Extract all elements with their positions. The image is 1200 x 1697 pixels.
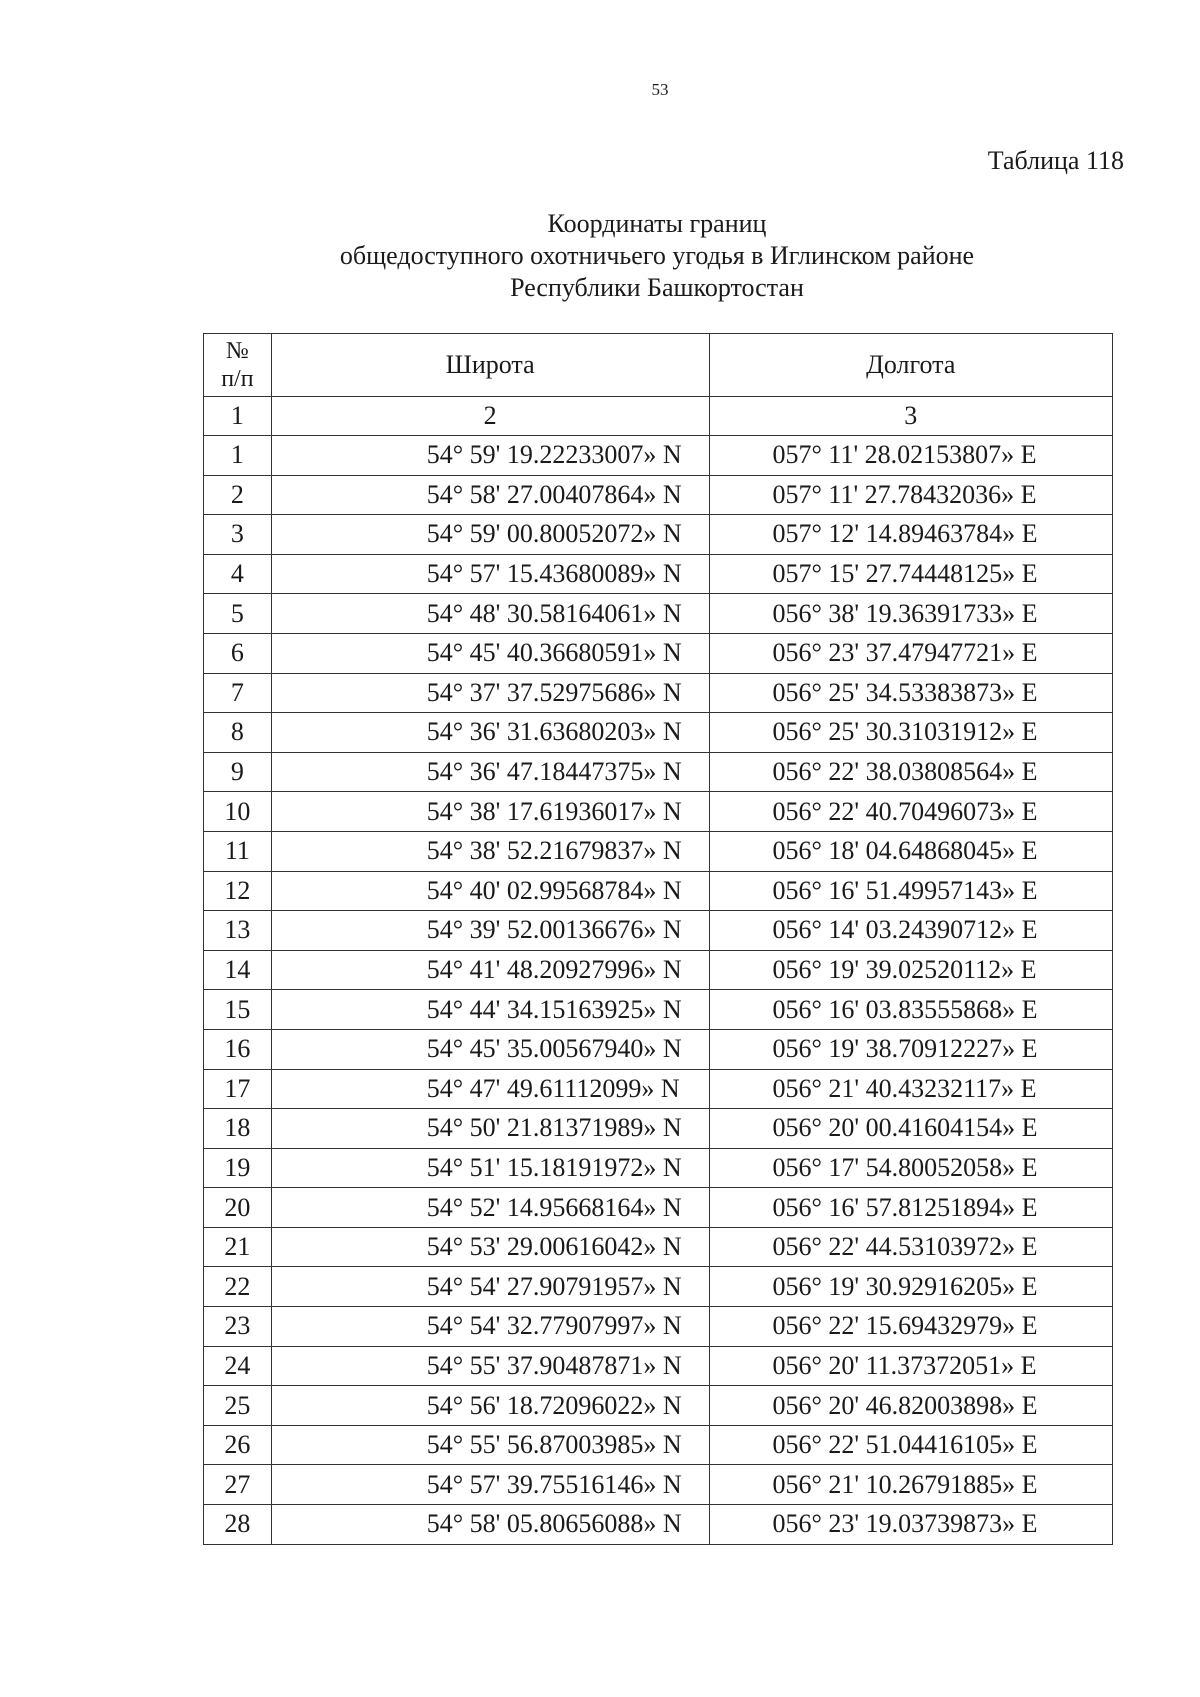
row-number: 23 [204, 1307, 272, 1347]
row-longitude: 056° 19' 39.02520112» E [709, 950, 1112, 990]
row-number: 15 [204, 990, 272, 1030]
table-row [204, 1109, 1113, 1149]
coordinates-table [203, 333, 1113, 1545]
header-number [204, 334, 272, 397]
title-line-2: общедоступного охотничьего угодья в Иглинском районе [339, 241, 975, 270]
row-latitude: 54° 38' 52.21679837» N [271, 831, 709, 871]
table-label: Таблица 118 [987, 146, 1124, 175]
row-number: 24 [204, 1346, 272, 1386]
row-longitude: 056° 20' 46.82003898» E [709, 1386, 1112, 1426]
table-row [204, 792, 1113, 832]
row-latitude: 54° 53' 29.00616042» N [271, 1227, 709, 1267]
row-number: 18 [204, 1109, 272, 1149]
row-number: 27 [204, 1465, 272, 1505]
header-longitude: Долгота [709, 334, 1112, 397]
table-row [204, 475, 1113, 515]
header-number-symbol: № [225, 338, 249, 364]
title-line-3: Республики Башкортостан [510, 273, 804, 302]
row-latitude: 54° 54' 32.77907997» N [271, 1307, 709, 1347]
row-latitude: 54° 40' 02.99568784» N [271, 871, 709, 911]
row-longitude: 057° 15' 27.74448125» E [709, 554, 1112, 594]
row-longitude: 056° 19' 30.92916205» E [709, 1267, 1112, 1307]
table-row [204, 436, 1113, 476]
row-number: 11 [204, 831, 272, 871]
row-longitude: 056° 23' 19.03739873» E [709, 1505, 1112, 1545]
row-latitude: 54° 38' 17.61936017» N [271, 792, 709, 832]
table-row [204, 1227, 1113, 1267]
row-latitude: 54° 57' 15.43680089» N [271, 554, 709, 594]
row-latitude: 54° 36' 47.18447375» N [271, 752, 709, 792]
row-latitude: 54° 54' 27.90791957» N [271, 1267, 709, 1307]
row-longitude: 057° 11' 28.02153807» E [709, 436, 1112, 476]
row-number: 16 [204, 1029, 272, 1069]
row-number: 2 [204, 475, 272, 515]
table-row [204, 990, 1113, 1030]
row-number: 21 [204, 1227, 272, 1267]
table-row [204, 1465, 1113, 1505]
row-longitude: 056° 21' 10.26791885» E [709, 1465, 1112, 1505]
table-body [204, 436, 1113, 1545]
column-number-3: 3 [709, 397, 1112, 436]
row-longitude: 057° 11' 27.78432036» E [709, 475, 1112, 515]
title-line-1: Координаты границ [547, 209, 767, 238]
row-longitude: 056° 16' 51.49957143» E [709, 871, 1112, 911]
row-number: 4 [204, 554, 272, 594]
document-title [203, 208, 1111, 304]
row-latitude: 54° 52' 14.95668164» N [271, 1188, 709, 1228]
row-number: 25 [204, 1386, 272, 1426]
table-row [204, 1188, 1113, 1228]
row-number: 22 [204, 1267, 272, 1307]
row-number: 3 [204, 515, 272, 555]
row-number: 6 [204, 633, 272, 673]
header-number-abbrev: п/п [221, 366, 254, 392]
row-latitude: 54° 44' 34.15163925» N [271, 990, 709, 1030]
row-longitude: 056° 16' 03.83555868» E [709, 990, 1112, 1030]
table-row [204, 1029, 1113, 1069]
row-number: 7 [204, 673, 272, 713]
row-longitude: 056° 20' 00.41604154» E [709, 1109, 1112, 1149]
row-number: 28 [204, 1505, 272, 1545]
row-longitude: 056° 19' 38.70912227» E [709, 1029, 1112, 1069]
row-latitude: 54° 59' 19.22233007» N [271, 436, 709, 476]
table-row [204, 673, 1113, 713]
table-row [204, 871, 1113, 911]
row-longitude: 056° 22' 44.53103972» E [709, 1227, 1112, 1267]
row-number: 5 [204, 594, 272, 634]
row-longitude: 056° 14' 03.24390712» E [709, 911, 1112, 951]
column-number-row [204, 397, 1113, 436]
table-row [204, 515, 1113, 555]
table-row [204, 1425, 1113, 1465]
row-longitude: 056° 23' 37.47947721» E [709, 633, 1112, 673]
row-longitude: 056° 20' 11.37372051» E [709, 1346, 1112, 1386]
table-row [204, 1307, 1113, 1347]
row-latitude: 54° 59' 00.80052072» N [271, 515, 709, 555]
row-latitude: 54° 56' 18.72096022» N [271, 1386, 709, 1426]
row-latitude: 54° 50' 21.81371989» N [271, 1109, 709, 1149]
row-latitude: 54° 57' 39.75516146» N [271, 1465, 709, 1505]
row-latitude: 54° 51' 15.18191972» N [271, 1148, 709, 1188]
row-latitude: 54° 41' 48.20927996» N [271, 950, 709, 990]
row-latitude: 54° 58' 27.00407864» N [271, 475, 709, 515]
row-longitude: 056° 22' 38.03808564» E [709, 752, 1112, 792]
table-row [204, 633, 1113, 673]
row-latitude: 54° 36' 31.63680203» N [271, 713, 709, 753]
row-longitude: 056° 18' 04.64868045» E [709, 831, 1112, 871]
row-number: 9 [204, 752, 272, 792]
row-longitude: 056° 16' 57.81251894» E [709, 1188, 1112, 1228]
row-latitude: 54° 58' 05.80656088» N [271, 1505, 709, 1545]
row-longitude: 056° 22' 40.70496073» E [709, 792, 1112, 832]
row-number: 20 [204, 1188, 272, 1228]
table-row [204, 911, 1113, 951]
table-row [204, 1386, 1113, 1426]
page-number: 53 [651, 80, 669, 99]
table-row [204, 831, 1113, 871]
row-latitude: 54° 55' 37.90487871» N [271, 1346, 709, 1386]
row-number: 12 [204, 871, 272, 911]
row-latitude: 54° 48' 30.58164061» N [271, 594, 709, 634]
row-longitude: 056° 22' 51.04416105» E [709, 1425, 1112, 1465]
row-longitude: 057° 12' 14.89463784» E [709, 515, 1112, 555]
table-row [204, 554, 1113, 594]
row-longitude: 056° 17' 54.80052058» E [709, 1148, 1112, 1188]
row-number: 17 [204, 1069, 272, 1109]
table-row [204, 1148, 1113, 1188]
column-number-2: 2 [271, 397, 709, 436]
row-number: 13 [204, 911, 272, 951]
row-longitude: 056° 21' 40.43232117» E [709, 1069, 1112, 1109]
table-row [204, 1346, 1113, 1386]
table-row [204, 1267, 1113, 1307]
row-longitude: 056° 22' 15.69432979» E [709, 1307, 1112, 1347]
row-longitude: 056° 25' 34.53383873» E [709, 673, 1112, 713]
row-number: 10 [204, 792, 272, 832]
table-row [204, 594, 1113, 634]
row-latitude: 54° 55' 56.87003985» N [271, 1425, 709, 1465]
row-latitude: 54° 37' 37.52975686» N [271, 673, 709, 713]
row-longitude: 056° 38' 19.36391733» E [709, 594, 1112, 634]
table-header-row [204, 334, 1113, 397]
row-number: 1 [204, 436, 272, 476]
row-longitude: 056° 25' 30.31031912» E [709, 713, 1112, 753]
row-number: 19 [204, 1148, 272, 1188]
table-row [204, 1069, 1113, 1109]
table-row [204, 752, 1113, 792]
table-row [204, 950, 1113, 990]
row-number: 26 [204, 1425, 272, 1465]
row-latitude: 54° 45' 35.00567940» N [271, 1029, 709, 1069]
row-latitude: 54° 45' 40.36680591» N [271, 633, 709, 673]
row-number: 8 [204, 713, 272, 753]
header-latitude: Широта [271, 334, 709, 397]
column-number-1: 1 [204, 397, 272, 436]
table-row [204, 1505, 1113, 1545]
row-latitude: 54° 39' 52.00136676» N [271, 911, 709, 951]
row-latitude: 54° 47' 49.61112099» N [271, 1069, 709, 1109]
row-number: 14 [204, 950, 272, 990]
table-row [204, 713, 1113, 753]
